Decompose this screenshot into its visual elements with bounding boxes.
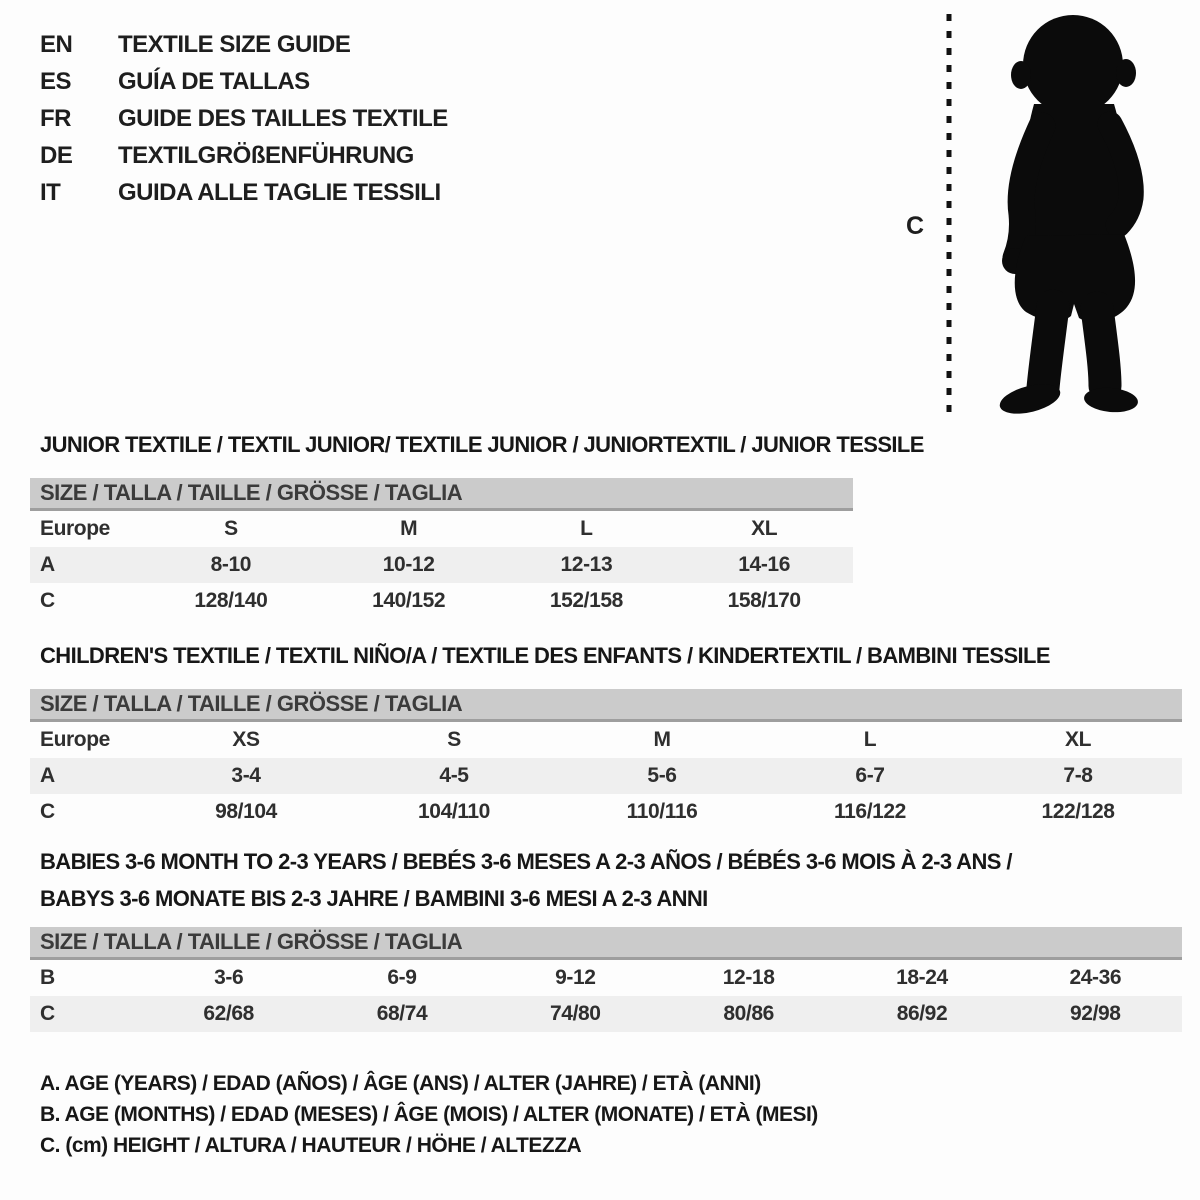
toddler-silhouette-icon	[970, 8, 1184, 418]
measurement-legend	[40, 1068, 818, 1161]
language-title: GUÍA DE TALLAS	[118, 67, 310, 95]
size-cell: 158/170	[727, 589, 801, 612]
size-cell: M	[653, 728, 671, 751]
size-cell: 116/122	[834, 800, 906, 823]
language-title: GUIDE DES TAILLES TEXTILE	[118, 104, 448, 132]
language-code: IT	[40, 178, 61, 206]
legend-line-b: B. AGE (MONTHS) / EDAD (MESES) / ÂGE (MOIS) / ALTER (MONATE) / ETÀ (MESI)	[40, 1103, 818, 1126]
size-cell: 104/110	[418, 800, 490, 823]
children-section-title: CHILDREN'S TEXTILE / TEXTIL NIÑO/A / TEXTILE DES ENFANTS / KINDERTEXTIL / BAMBINI TESSILE	[40, 643, 1050, 668]
size-cell: 110/116	[626, 800, 698, 823]
junior-size-table	[30, 478, 853, 619]
size-cell: L	[580, 517, 593, 540]
size-cell: L	[863, 728, 877, 751]
row-label: C	[40, 589, 55, 612]
table-row-age	[30, 758, 1182, 794]
size-cell: 12-13	[498, 547, 676, 583]
size-cell: 5-6	[558, 758, 766, 794]
language-row	[40, 137, 448, 174]
size-cell: XL	[751, 517, 778, 540]
height-measure-label: C	[906, 212, 925, 240]
table-header-row	[30, 927, 1182, 959]
row-label: C	[40, 800, 55, 823]
language-row	[40, 26, 448, 63]
size-cell: 68/74	[315, 996, 488, 1032]
table-header-row	[30, 689, 1182, 721]
babies-title-line-2: BABYS 3-6 MONATE BIS 2-3 JAHRE / BAMBINI 3-6 MESI A 2-3 ANNI	[40, 886, 708, 911]
size-cell: 86/92	[835, 996, 1008, 1032]
size-cell: M	[400, 517, 418, 540]
legend-line-c: C. (cm) HEIGHT / ALTURA / HAUTEUR / HÖHE / ALTEZZA	[40, 1134, 582, 1157]
size-header-bar: SIZE / TALLA / TAILLE / GRÖSSE / TAGLIA	[30, 689, 1182, 721]
size-cell: 10-12	[320, 547, 498, 583]
junior-section-title: JUNIOR TEXTILE / TEXTIL JUNIOR/ TEXTILE JUNIOR / JUNIORTEXTIL / JUNIOR TESSILE	[40, 432, 924, 457]
size-cell: 12-18	[722, 966, 775, 989]
language-row	[40, 100, 448, 137]
language-title: GUIDA ALLE TAGLIE TESSILI	[118, 178, 441, 206]
size-cell: XL	[1064, 728, 1092, 751]
size-cell: 7-8	[974, 758, 1182, 794]
language-row	[40, 63, 448, 100]
height-figure	[900, 0, 1200, 430]
size-cell: 152/158	[549, 589, 623, 612]
row-label: Europe	[40, 517, 110, 540]
size-cell: 4-5	[350, 758, 558, 794]
size-cell: 62/68	[142, 996, 315, 1032]
language-code: EN	[40, 30, 73, 58]
height-measure-line	[944, 14, 954, 414]
row-label: Europe	[40, 728, 110, 751]
size-cell: 6-9	[387, 966, 417, 989]
size-cell: 3-6	[214, 966, 244, 989]
table-row-age	[30, 547, 853, 583]
size-cell: 18-24	[896, 966, 948, 989]
size-cell: 80/86	[662, 996, 835, 1032]
size-cell: S	[447, 728, 461, 751]
size-cell: 24-36	[1069, 966, 1122, 989]
language-title: TEXTILE SIZE GUIDE	[118, 30, 351, 58]
size-cell: 8-10	[142, 547, 320, 583]
size-cell: 122/128	[1041, 800, 1115, 823]
table-row-height	[30, 996, 1182, 1032]
size-cell: S	[224, 517, 238, 540]
size-cell: XS	[232, 728, 260, 751]
legend-line-a: A. AGE (YEARS) / EDAD (AÑOS) / ÂGE (ANS) / ALTER (JAHRE) / ETÀ (ANNI)	[40, 1072, 761, 1095]
table-row-height	[30, 794, 1182, 830]
language-code: DE	[40, 141, 73, 169]
size-header-bar: SIZE / TALLA / TAILLE / GRÖSSE / TAGLIA	[30, 478, 853, 510]
size-cell: 6-7	[766, 758, 974, 794]
size-cell: 9-12	[555, 966, 596, 989]
language-code: FR	[40, 104, 71, 132]
size-cell: 3-4	[142, 758, 350, 794]
row-label: C	[30, 996, 142, 1032]
language-title-list	[40, 26, 448, 211]
size-header-bar: SIZE / TALLA / TAILLE / GRÖSSE / TAGLIA	[30, 927, 1182, 959]
row-label: A	[30, 758, 142, 794]
children-size-table	[30, 689, 1182, 830]
size-cell: 140/152	[372, 589, 446, 612]
language-row	[40, 174, 448, 211]
table-row-europe	[30, 721, 1182, 759]
language-title: TEXTILGRÖßENFÜHRUNG	[118, 141, 414, 169]
babies-size-table	[30, 927, 1182, 1032]
size-cell: 14-16	[675, 547, 853, 583]
row-label: A	[30, 547, 142, 583]
table-row-height	[30, 583, 853, 619]
babies-section-title	[40, 843, 1012, 917]
size-cell: 92/98	[1009, 996, 1182, 1032]
table-row-months	[30, 959, 1182, 997]
row-label: B	[40, 966, 55, 989]
table-row-europe	[30, 510, 853, 548]
size-cell: 128/140	[194, 589, 268, 612]
size-cell: 98/104	[215, 800, 277, 823]
babies-title-line-1: BABIES 3-6 MONTH TO 2-3 YEARS / BEBÉS 3-6 MESES A 2-3 AÑOS / BÉBÉS 3-6 MOIS À 2-3 ANS /	[40, 849, 1012, 874]
language-code: ES	[40, 67, 72, 95]
table-header-row	[30, 478, 853, 510]
size-cell: 74/80	[489, 996, 662, 1032]
